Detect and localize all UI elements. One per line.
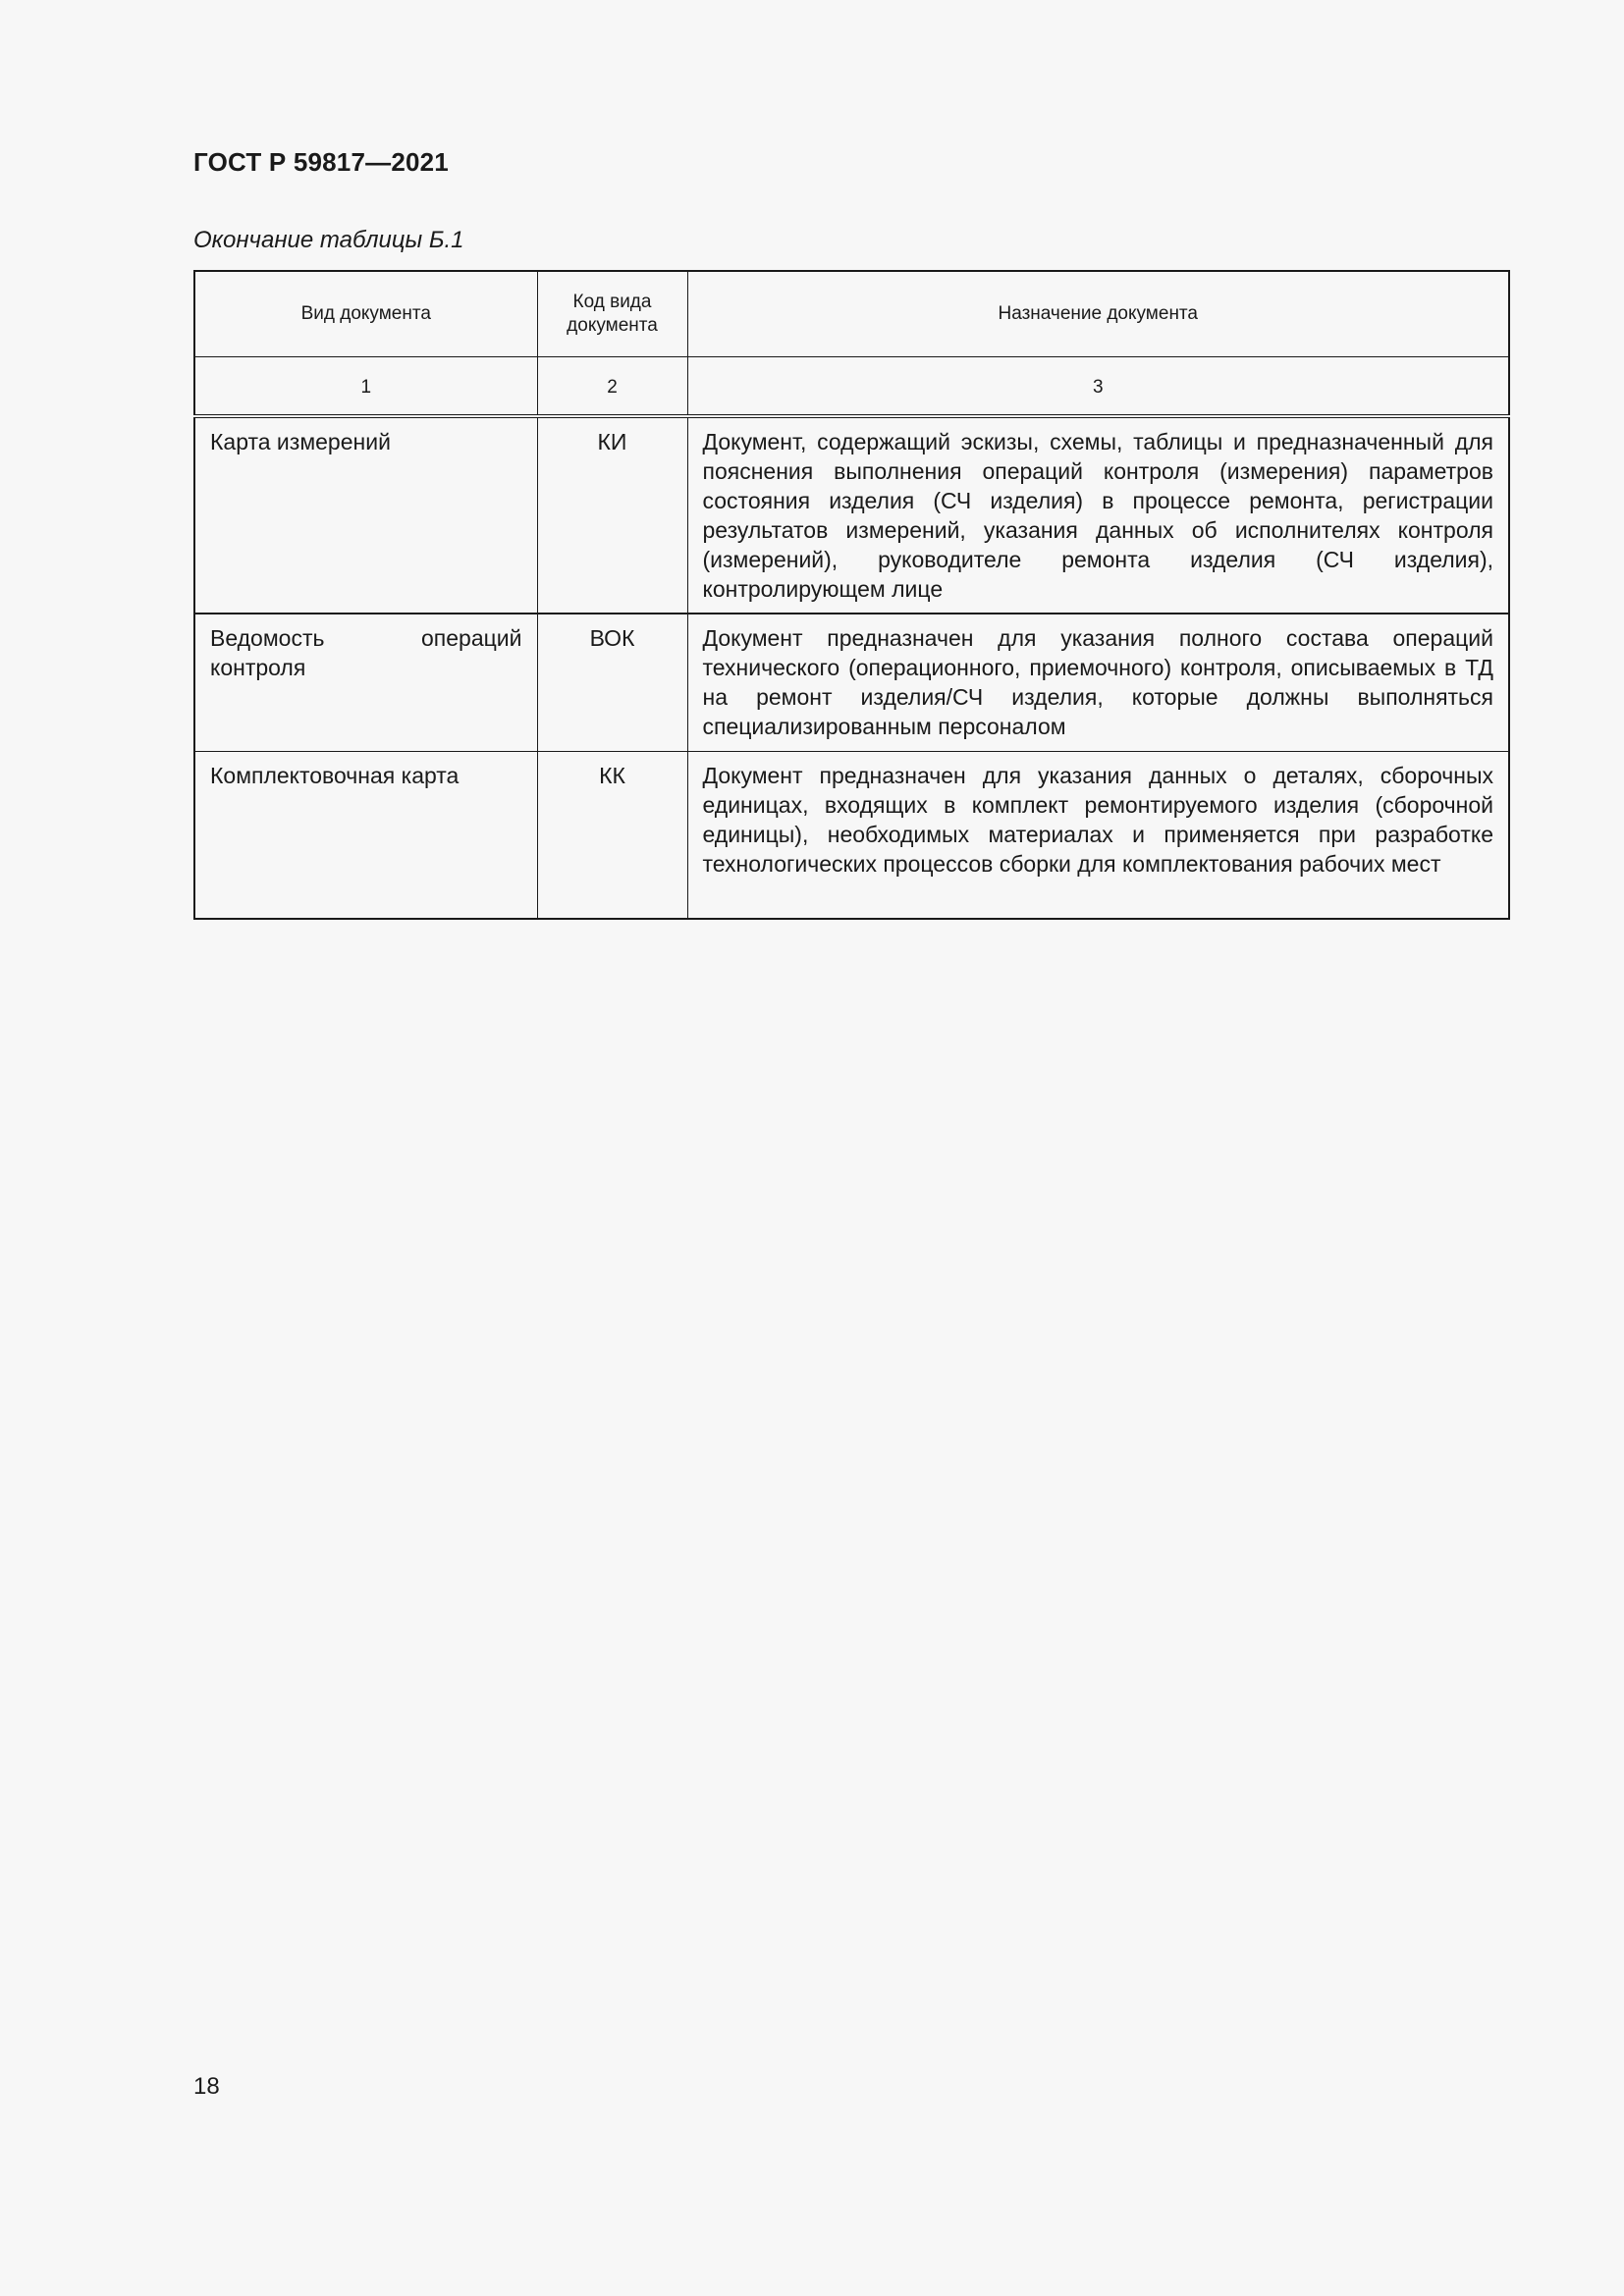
document-purpose-cell: Документ, содержащий эскизы, схемы, таблицы и предназначенный для пояснения выполнения операций контроля (измерения) параметров состояния изделия (СЧ изделия) в процессе ремонта, регистрации результатов измерений, указания данных об исполнителях контроля (измерений), руководителе ремонта изделия (СЧ изделия), контролирующем лице — [687, 416, 1509, 614]
header-document-kind: Вид документа — [194, 271, 537, 357]
document-code-cell: КК — [537, 752, 687, 920]
document-kind-cell: Ведомость операций контроля — [194, 614, 537, 752]
table-row — [194, 614, 1509, 752]
page-number: 18 — [193, 2073, 220, 2100]
document-types-table — [193, 270, 1510, 920]
document-purpose-cell: Документ предназначен для указания полного состава операций технического (операционного, приемочного) контроля, описываемых в ТД на ремонт изделия/СЧ изделия, которые должны выполняться специализированным персоналом — [687, 614, 1509, 752]
table-caption: Окончание таблицы Б.1 — [193, 227, 464, 253]
table-body — [194, 357, 1509, 920]
document-code-cell: КИ — [537, 416, 687, 614]
document-code: ГОСТ Р 59817—2021 — [193, 147, 449, 177]
column-number-row — [194, 357, 1509, 417]
column-number: 3 — [687, 357, 1509, 417]
column-number: 2 — [537, 357, 687, 417]
table-header — [194, 271, 1509, 357]
document-kind-cell: Карта измерений — [194, 416, 537, 614]
header-row — [194, 271, 1509, 357]
header-document-purpose: Назначение документа — [687, 271, 1509, 357]
table-row — [194, 416, 1509, 614]
document-purpose-cell: Документ предназначен для указания данных о деталях, сборочных единицах, входящих в комплект ремонтируемого изделия (сборочной единицы), необходимых материалах и применяется при разработке технологических процессов сборки для комплектования рабочих мест — [687, 752, 1509, 920]
document-code-cell: ВОК — [537, 614, 687, 752]
table-row — [194, 752, 1509, 920]
column-number: 1 — [194, 357, 537, 417]
document-kind-cell: Комплектовочная карта — [194, 752, 537, 920]
header-document-code: Код вида документа — [537, 271, 687, 357]
